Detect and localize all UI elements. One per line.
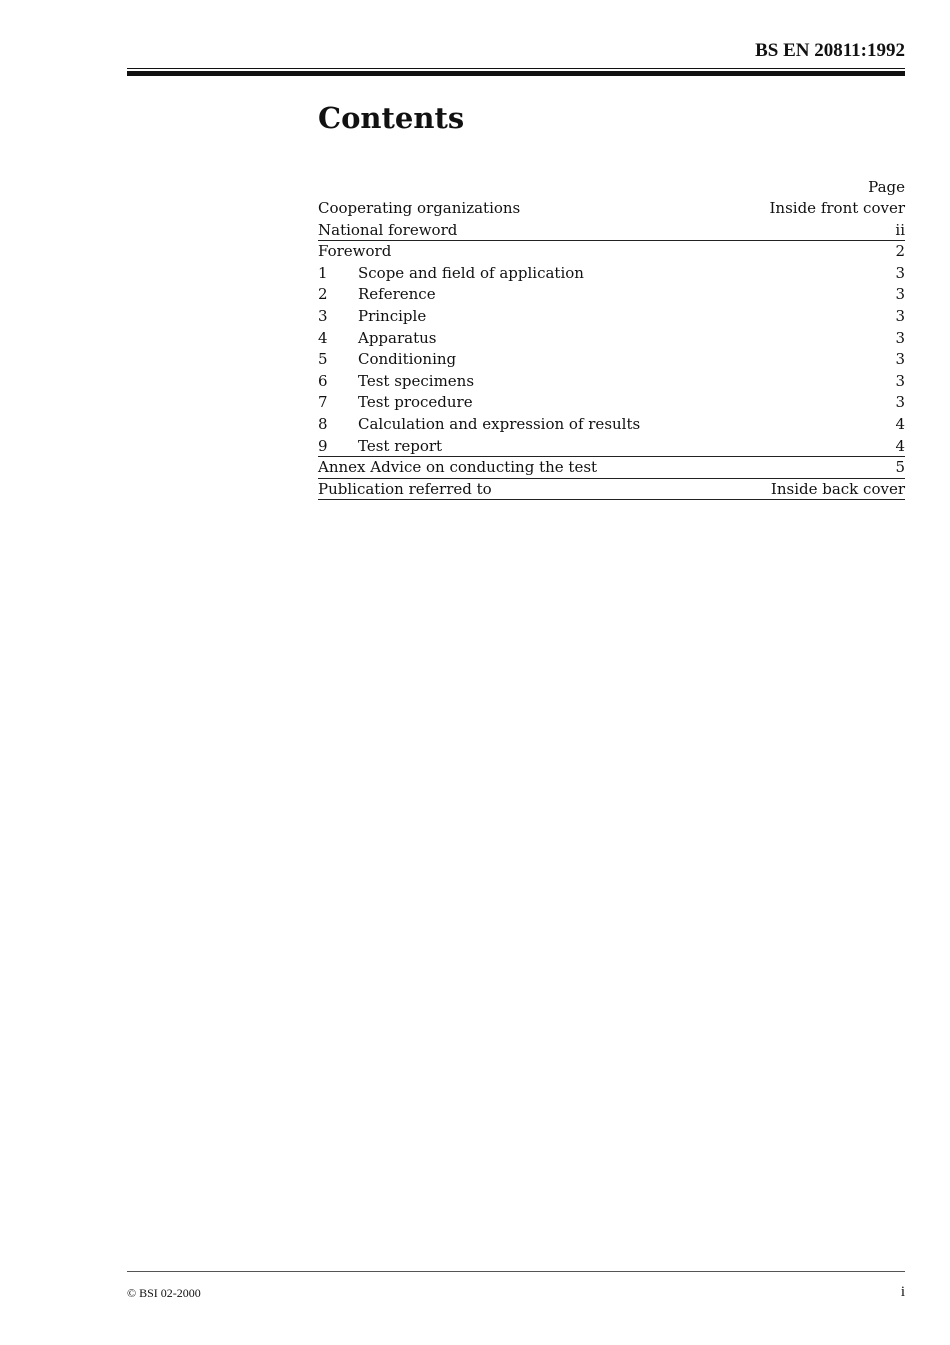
toc-entry-label: [318, 349, 456, 371]
toc-entry: [318, 349, 905, 371]
toc-entry: [318, 479, 905, 501]
toc-entry-page: 3: [895, 393, 905, 412]
toc-entry-page: 3: [895, 263, 905, 282]
toc-clause-number: 1: [318, 263, 328, 282]
toc-entry-label: [318, 263, 584, 285]
toc-entry-label: [318, 392, 473, 414]
toc-entry: [318, 220, 905, 242]
toc-clause-number: 6: [318, 371, 328, 390]
footer-rule: [127, 1271, 905, 1272]
toc-entry: [318, 284, 905, 306]
toc-entry: [318, 306, 905, 328]
toc-entry-label: [318, 306, 426, 328]
toc-entry-title: Test report: [358, 436, 443, 455]
header-rule-thin: [127, 68, 905, 69]
toc-entry-title: Publication referred to: [318, 479, 492, 498]
toc-entry-label: [318, 414, 640, 436]
toc-entry: [318, 198, 905, 220]
toc-entry-label: [318, 371, 474, 393]
toc-entry-page: 3: [895, 285, 905, 304]
toc-entry-title: Test specimens: [358, 371, 475, 390]
header-rule-thick: [127, 71, 905, 76]
toc-entry-page: ii: [895, 220, 905, 239]
toc-entry-title: Principle: [358, 306, 427, 325]
toc-entry-page: Inside back cover: [770, 479, 905, 498]
copyright-notice: © BSI 02-2000: [127, 1286, 201, 1300]
toc-entry: [318, 241, 905, 263]
toc-entry-title: Calculation and expression of results: [358, 414, 641, 433]
toc-entry: [318, 392, 905, 414]
toc-entry-label: [318, 436, 442, 457]
toc-entry: [318, 436, 905, 458]
toc-entry-title: Conditioning: [358, 350, 457, 369]
toc-body: [318, 198, 905, 500]
toc-entry: [318, 328, 905, 350]
toc-clause-number: 7: [318, 393, 328, 412]
toc-entry-page: 2: [895, 242, 905, 261]
toc-clause-number: 2: [318, 285, 328, 304]
toc-entry-label: [318, 457, 597, 478]
toc-entry-title: National foreword: [318, 220, 458, 239]
toc-clause-number: 4: [318, 328, 328, 347]
toc-entry-page: 3: [895, 350, 905, 369]
toc-entry-label: [318, 328, 436, 350]
toc-entry: [318, 263, 905, 285]
toc-entry-label: [318, 220, 457, 241]
toc-entry-page: 3: [895, 371, 905, 390]
toc-entry-title: Reference: [358, 285, 436, 304]
toc-entry-page: Inside front cover: [769, 199, 905, 217]
toc-entry-title: Apparatus: [358, 328, 437, 347]
toc-entry-title: Foreword: [318, 242, 392, 261]
toc-clause-number: 9: [318, 436, 328, 455]
page-number: i: [900, 1284, 905, 1300]
toc-entry-page: 3: [895, 306, 905, 325]
toc-entry-label: [318, 241, 391, 263]
toc-clause-number: 3: [318, 306, 328, 325]
toc-clause-number: 5: [318, 350, 328, 369]
page-title: Contents: [318, 101, 465, 135]
toc-entry-page: 4: [895, 414, 905, 433]
toc-entry: [318, 457, 905, 479]
toc-entry-label: [318, 479, 492, 500]
page-column-heading: Page: [868, 178, 905, 196]
toc-entry: [318, 371, 905, 393]
toc-entry-title: Test procedure: [358, 393, 473, 412]
toc-entry-page: 4: [895, 436, 905, 455]
toc-entry-title: Scope and field of application: [358, 263, 584, 282]
toc-entry-page: 5: [895, 458, 905, 477]
toc-entry: [318, 414, 905, 436]
table-of-contents: [318, 176, 905, 500]
toc-entry-label: [318, 284, 436, 306]
toc-entry-title: Cooperating organizations: [318, 199, 521, 217]
toc-clause-number: 8: [318, 414, 328, 433]
toc-entry-title: Annex Advice on conducting the test: [318, 458, 598, 477]
toc-entry-label: [318, 198, 520, 220]
document-identifier: BS EN 20811:1992: [755, 40, 905, 61]
toc-entry-page: 3: [895, 328, 905, 347]
